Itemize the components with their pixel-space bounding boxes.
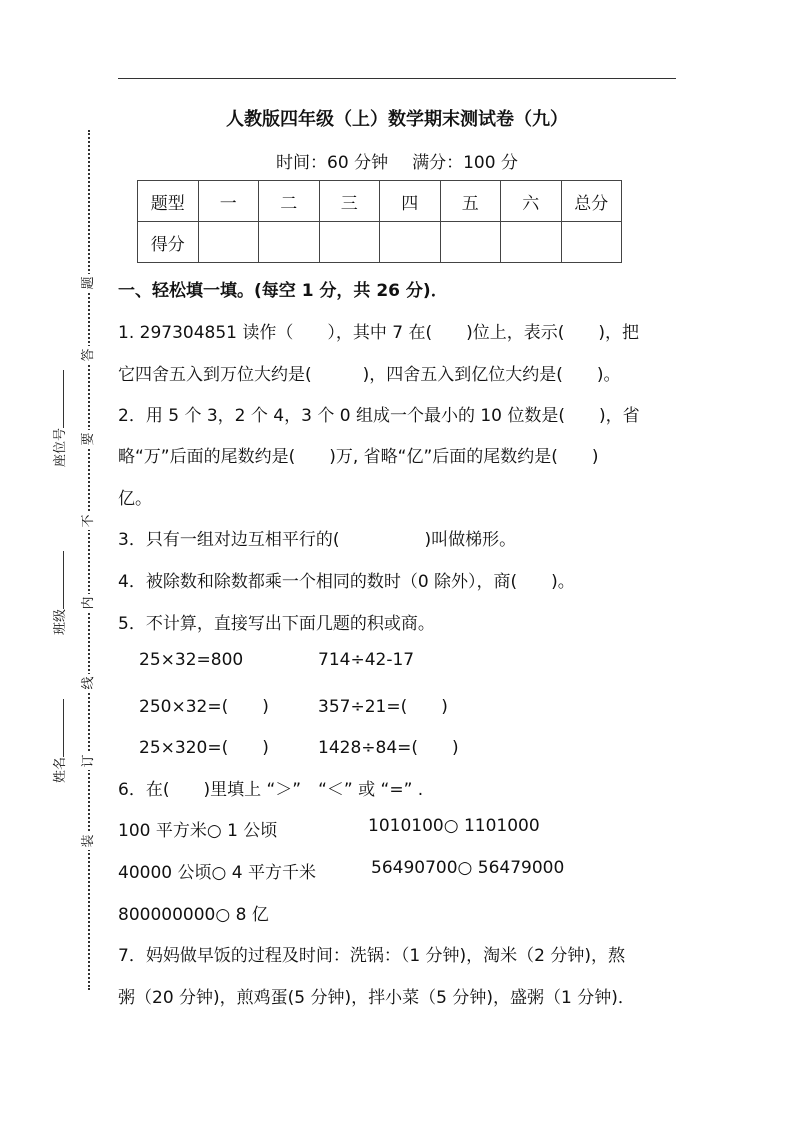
q5-item: 357÷21=( ) (318, 697, 448, 717)
binding-char: 内 (80, 594, 98, 612)
score-entry-cell[interactable] (259, 222, 320, 263)
page-title: 人教版四年级（上）数学期末测试卷（九） (226, 109, 568, 130)
score-entry-cell[interactable] (380, 222, 441, 263)
binding-char: 不 (80, 512, 98, 530)
question-7-line-2: 粥（20 分钟)，煎鸡蛋(5 分钟)，拌小菜（5 分钟)，盛粥（1 分钟)． (118, 988, 635, 1008)
q5-item: 25×320=( ) (139, 738, 269, 758)
q6-item: 56490700○ 56479000 (371, 858, 565, 878)
score-entry-cell[interactable] (561, 222, 622, 263)
score-table-cell: 五 (440, 181, 501, 222)
exam-info (118, 148, 676, 173)
question-2-line-1: 2．用 5 个 3，2 个 4，3 个 0 组成一个最小的 10 位数是( )，省 (118, 406, 640, 426)
q5-item: 1428÷84=( ) (318, 738, 459, 758)
score-table-cell: 四 (380, 181, 441, 222)
question-1-line-1: 1. 297304851 读作（ ），其中 7 在( )位上，表示( )，把 (118, 323, 640, 343)
q5-item: 250×32=( ) (139, 697, 269, 717)
top-rule (118, 78, 676, 79)
q5-item: 714÷42-17 (318, 650, 415, 670)
score-table-cell: 一 (198, 181, 259, 222)
score-table-cell: 二 (259, 181, 320, 222)
question-2-line-3: 亿。 (118, 489, 152, 509)
question-3: 3．只有一组对边互相平行的( )叫做梯形。 (118, 530, 517, 550)
seat-number-field[interactable] (51, 357, 71, 467)
score-entry-cell[interactable] (198, 222, 259, 263)
question-7-line-1: 7．妈妈做早饭的过程及时间：洗锅：（1 分钟)，淘米（2 分钟)，熬 (118, 946, 626, 966)
question-2-line-2: 略“万”后面的尾数约是( )万, 省略“亿”后面的尾数约是( ) (118, 447, 599, 467)
section-heading: 一、轻松填一填。(每空 1 分，共 26 分)． (118, 281, 448, 301)
binding-char: 线 (80, 674, 98, 692)
class-blank[interactable] (51, 551, 64, 609)
score-table-cell: 得分 (138, 222, 199, 263)
score-entry-cell[interactable] (440, 222, 501, 263)
binding-char: 要 (80, 430, 98, 448)
score-entry-cell[interactable] (319, 222, 380, 263)
binding-char: 题 (80, 274, 98, 292)
q6-item: 800000000○ 8 亿 (118, 905, 269, 925)
question-6: 6．在( )里填上 “＞” “＜” 或 “=” . (118, 780, 424, 800)
binding-char: 订 (80, 752, 98, 770)
score-entry-cell[interactable] (501, 222, 562, 263)
binding-dotted-line (88, 130, 90, 990)
class-field[interactable] (51, 525, 71, 635)
name-blank[interactable] (51, 699, 64, 757)
full-score: 满分：100 分 (412, 153, 518, 173)
q6-item: 40000 公顷○ 4 平方千米 (118, 863, 316, 883)
score-table-cell: 题型 (138, 181, 199, 222)
seat-number-blank[interactable] (51, 370, 64, 428)
q6-item: 100 平方米○ 1 公顷 (118, 821, 278, 841)
score-table-cell: 三 (319, 181, 380, 222)
score-table-score-row (138, 222, 622, 263)
score-table-cell: 六 (501, 181, 562, 222)
question-1-line-2: 它四舍五入到万位大约是( )，四舍五入到亿位大约是( )。 (118, 365, 621, 385)
q6-item: 1010100○ 1101000 (368, 816, 540, 836)
name-field[interactable] (51, 673, 71, 783)
name-label: 姓名 (53, 756, 68, 783)
time-limit: 时间：60 分钟 (276, 153, 389, 173)
score-table (137, 180, 622, 263)
binding-char: 装 (80, 832, 98, 850)
question-5: 5．不计算，直接写出下面几题的积或商。 (118, 614, 435, 634)
binding-char: 答 (80, 346, 98, 364)
class-label: 班级 (53, 608, 68, 635)
score-table-header-row (138, 181, 622, 222)
q5-item: 25×32=800 (139, 650, 244, 670)
score-table-cell: 总分 (561, 181, 622, 222)
seat-number-label: 座位号 (53, 427, 68, 467)
question-4: 4．被除数和除数都乘一个相同的数时（0 除外），商( )。 (118, 572, 575, 592)
